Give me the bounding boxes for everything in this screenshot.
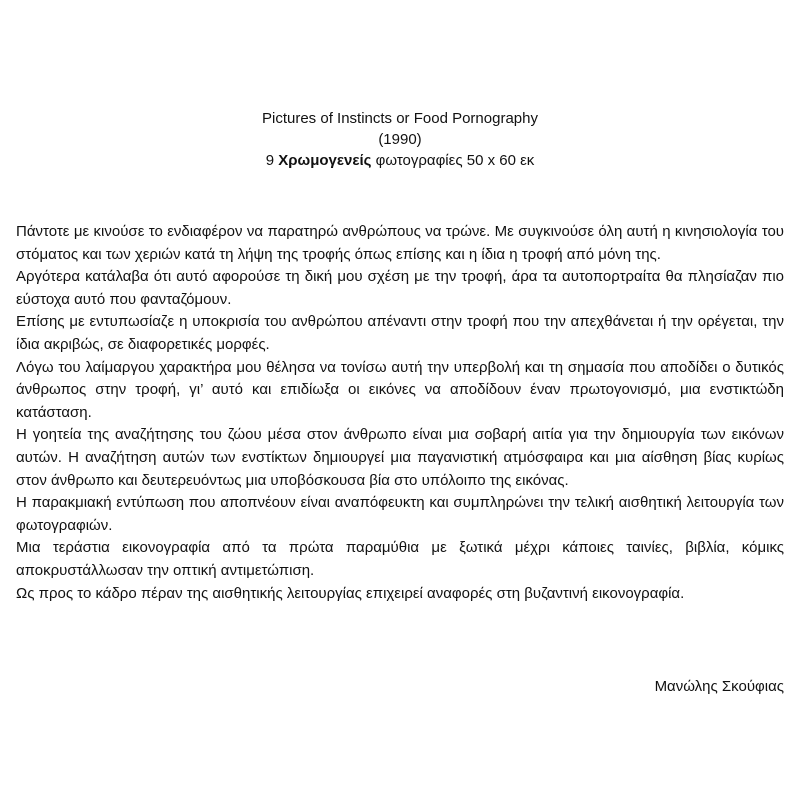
subtitle-bold-word: Χρωμογενείς: [278, 152, 372, 169]
document-title: Pictures of Instincts or Food Pornography: [262, 110, 538, 127]
paragraph: Αργότερα κατάλαβα ότι αυτό αφορούσε τη δική μου σχέση με την τροφή, άρα τα αυτοπορτραίτα θα πλησίαζαν πιο εύστοχα αυτό που φανταζόμουν.: [16, 268, 784, 308]
paragraph: Η γοητεία της αναζήτησης του ζώου μέσα στον άνθρωπο είναι μια σοβαρή αιτία για την δημιουργία των εικόνων αυτών. Η αναζήτηση αυτών των ενστίκτων δημιουργεί μια παγανιστική ατμόσφαιρα και μια αίσθηση βίας κυρίως στον άνθρωπο και δευτερευόντως μια υποβόσκουσα βία στο υπόλοιπο της εικόνας.: [16, 426, 784, 489]
paragraph: Μια τεράστια εικονογραφία από τα πρώτα παραμύθια με ξωτικά μέχρι κάποιες ταινίες, βιβλία, κόμικς αποκρυστάλλωσαν την οπτική αντιμετώπιση.: [16, 539, 784, 579]
document-year: (1990): [378, 131, 422, 148]
paragraph: Πάντοτε με κινούσε το ενδιαφέρον να παρατηρώ ανθρώπους να τρώνε. Με συγκινούσε όλη αυτή η κινησιολογία του στόματος και των χεριών κατά τη λήψη της τροφής όπως επίσης και η ίδια η τροφή από μόνη της.: [16, 223, 784, 263]
paragraph: Η παρακμιακή εντύπωση που αποπνέουν είναι αναπόφευκτη και συμπληρώνει την τελική αισθητική λειτουργία των φωτογραφιών.: [16, 494, 784, 534]
document-body: [16, 221, 784, 605]
paragraph: Λόγω του λαίμαργου χαρακτήρα μου θέλησα να τονίσω αυτή την υπερβολή και τη σημασία που αποδίδει ο δυτικός άνθρωπος στην τροφή, γι’ αυτό και επιδίωξα οι εικόνες να αποδίδουν έναν πρωτογονισμό, μια ενστικτώδη κατάσταση.: [16, 358, 784, 421]
author-signature: Μανώλης Σκούφιας: [654, 678, 784, 695]
paragraph: Ως προς το κάδρο πέραν της αισθητικής λειτουργίας επιχειρεί αναφορές στη βυζαντινή εικονογραφία.: [16, 584, 685, 602]
document-header: [0, 108, 800, 171]
document-subtitle: [0, 150, 800, 171]
paragraph: Επίσης με εντυπωσίαζε η υποκρισία του ανθρώπου απέναντι στην τροφή που την απεχθάνεται ή την ορέγεται, την ίδια ακριβώς, σε διαφορετικές μορφές.: [16, 313, 784, 353]
subtitle-description: φωτογραφίες 50 x 60 εκ: [375, 152, 535, 169]
subtitle-count: 9: [265, 152, 275, 169]
